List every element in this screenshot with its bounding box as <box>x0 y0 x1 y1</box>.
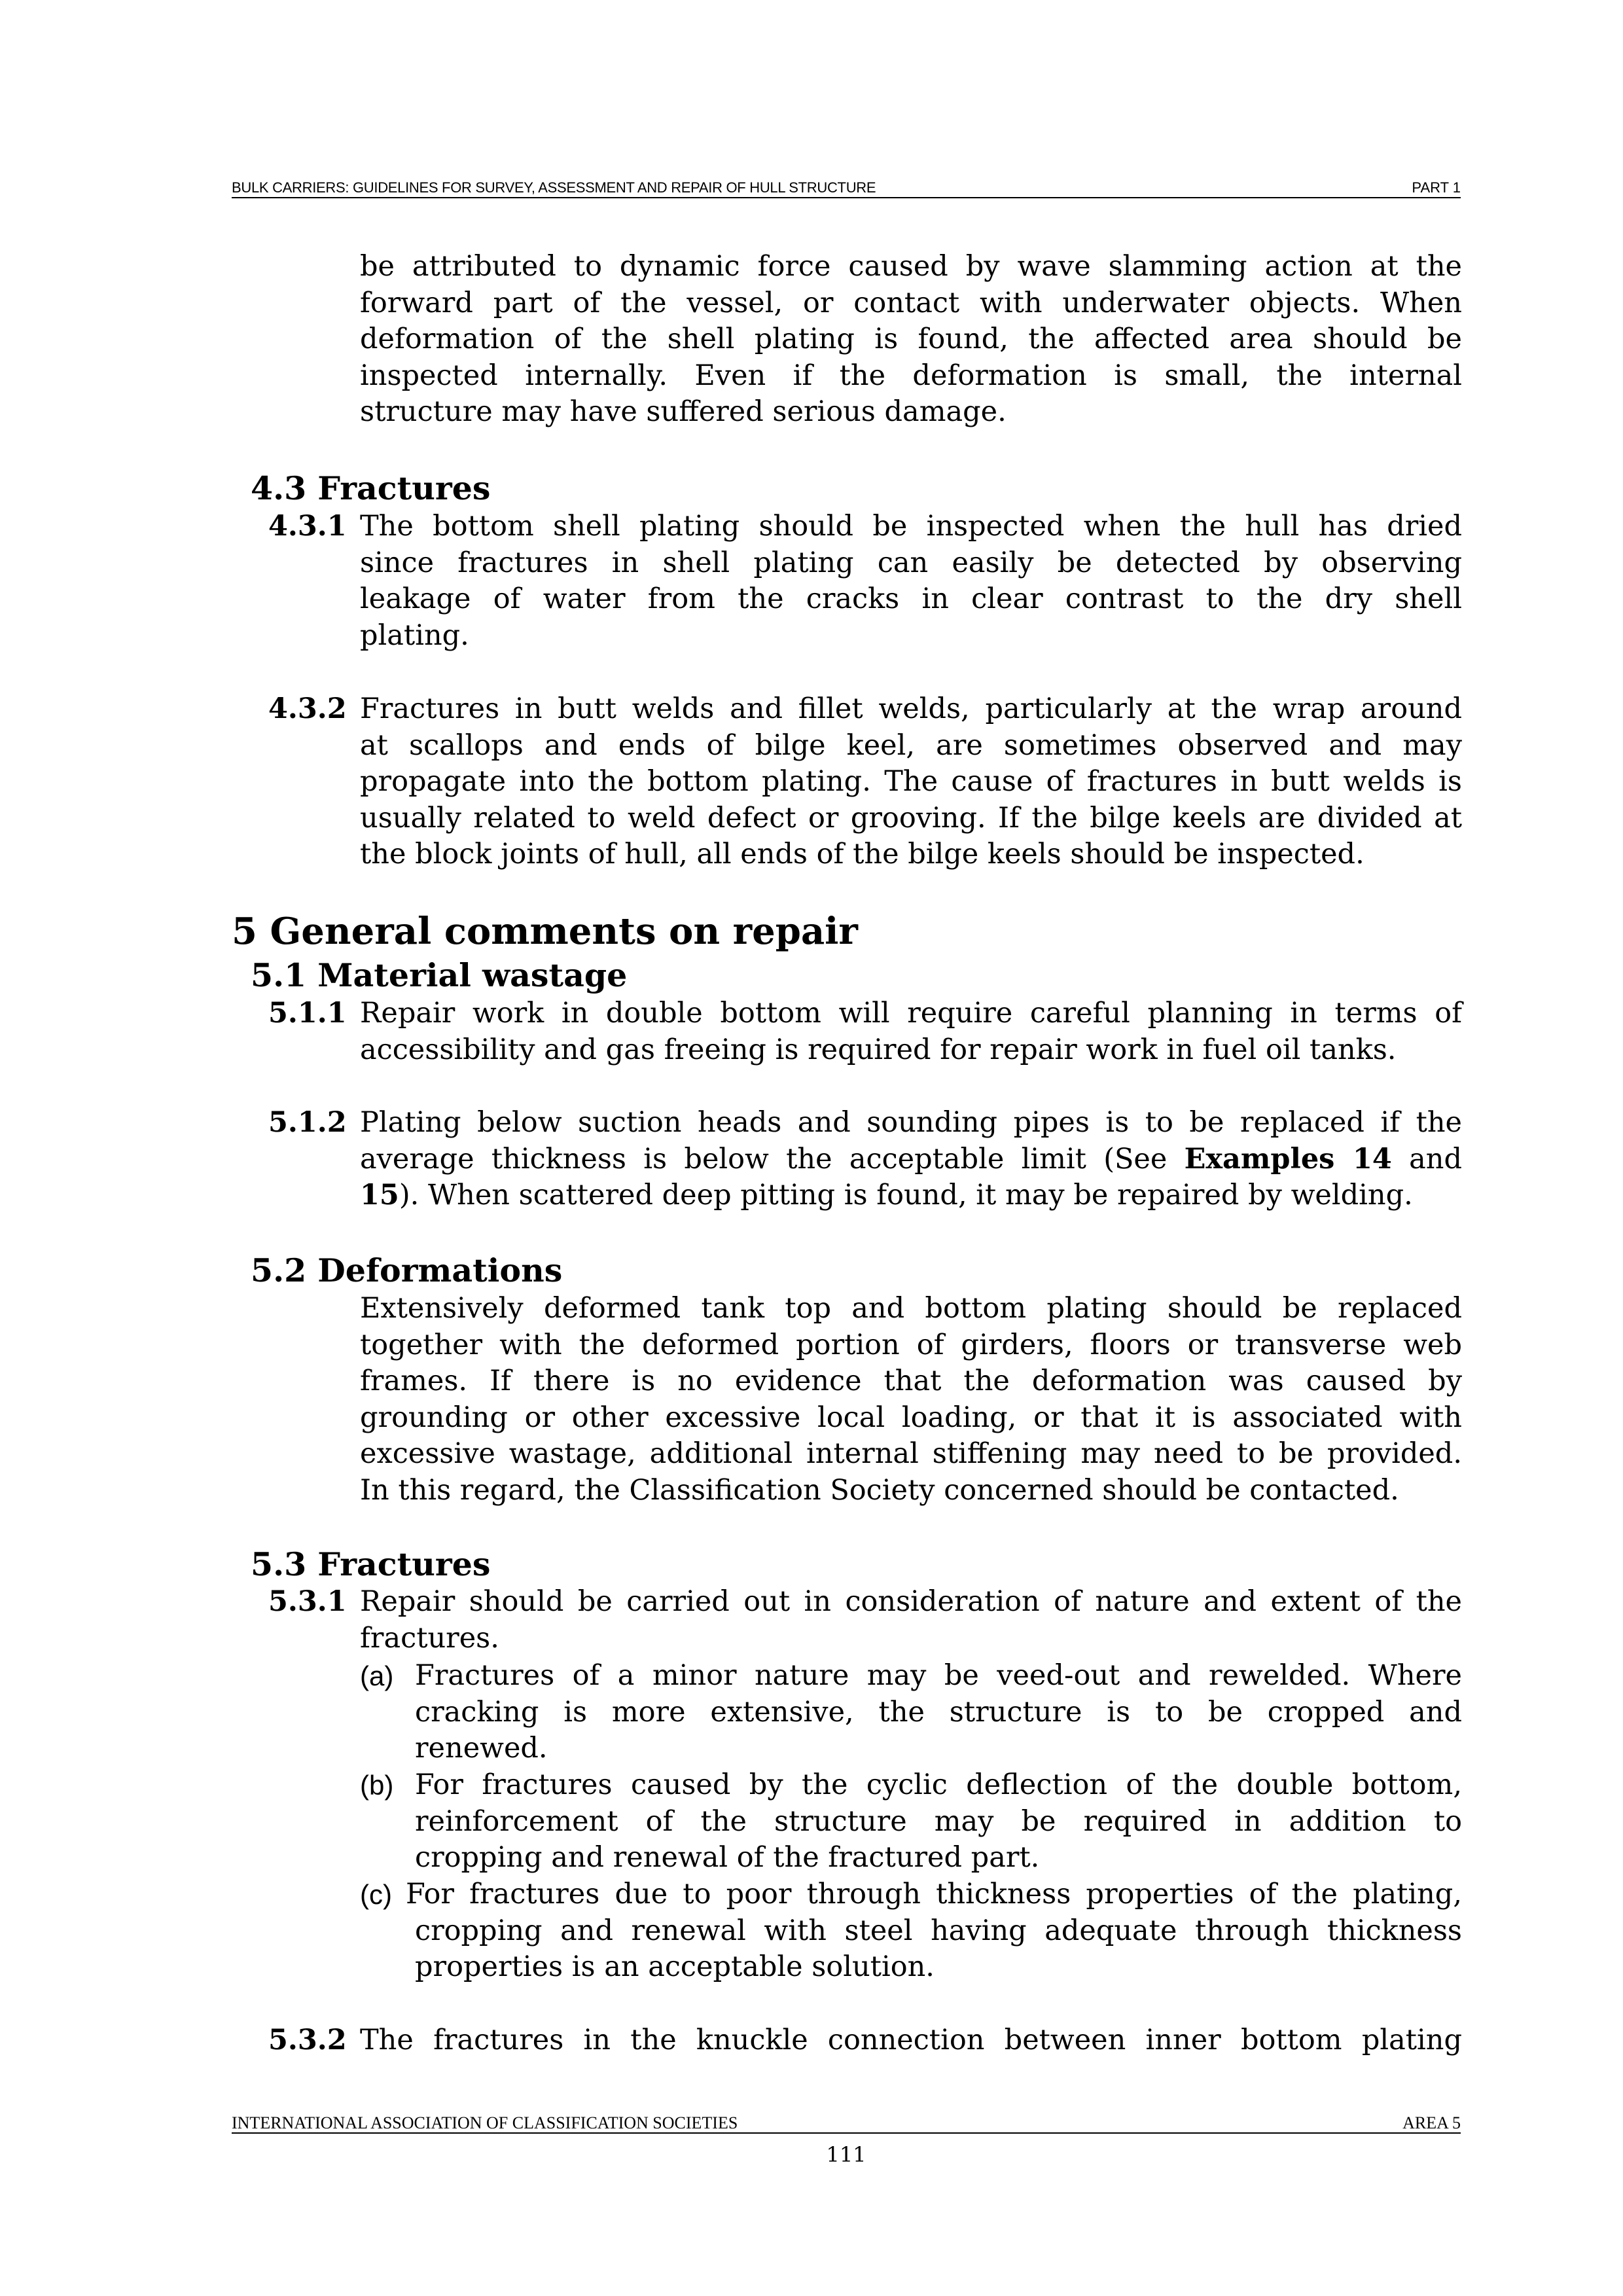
paragraph-line: In this regard, the Classification Society concerned should be contacted. <box>360 1473 1399 1507</box>
paragraph-line: The bottom shell plating should be inspected when the hull has dried <box>360 510 1462 543</box>
paragraph-number: 5.1.1 <box>268 997 347 1030</box>
paragraph-5-3-2 <box>268 2022 1462 2059</box>
list-item-label: (b) <box>360 1770 394 1801</box>
footer-organization: INTERNATIONAL ASSOCIATION OF CLASSIFICATION SOCIETIES <box>232 2113 738 2132</box>
paragraph-line: excessive wastage, additional internal stiffening may need to be provided. <box>360 1437 1462 1470</box>
paragraph-line <box>360 1177 1462 1214</box>
page-number: 111 <box>826 2142 866 2167</box>
footer-area-label: AREA 5 <box>1402 2113 1461 2132</box>
list-item-line: renewed. <box>415 1732 548 1765</box>
paragraph-5-3-1 <box>268 1584 1462 1657</box>
list-item-a <box>360 1658 1462 1767</box>
paragraph-4-3-1 <box>268 509 1462 654</box>
paragraph-line: leakage of water from the cracks in clear contrast to the dry shell <box>360 583 1462 615</box>
paragraph-line: The fractures in the knuckle connection between inner bottom plating <box>360 2024 1462 2056</box>
paragraph-line: together with the deformed portion of girders, floors or transverse web <box>360 1328 1462 1361</box>
paragraph-line <box>360 1141 1462 1178</box>
section-heading-5-2: 5.2 Deformations <box>251 1251 563 1289</box>
paragraph-line: inspected internally. Even if the deformation is small, the internal <box>360 359 1462 392</box>
list-item-line: cropping and renewal with steel having adequate through thickness <box>415 1914 1462 1947</box>
paragraph-number: 4.3.2 <box>268 692 347 725</box>
paragraph-number: 5.1.2 <box>268 1106 347 1139</box>
list-item-line: reinforcement of the structure may be required in addition to <box>415 1804 1462 1838</box>
paragraph-line: since fractures in shell plating can easily be detected by observing <box>360 546 1462 579</box>
text-run: ). When scattered deep pitting is found, it may be repaired by welding. <box>399 1179 1413 1211</box>
paragraph-line: propagate into the bottom plating. The cause of fractures in butt welds is <box>360 765 1462 798</box>
paragraph-5-1-1 <box>268 996 1462 1068</box>
paragraph-line: be attributed to dynamic force caused by wave slamming action at the <box>360 250 1462 283</box>
bold-reference: 15 <box>360 1179 399 1211</box>
list-item-b <box>360 1767 1462 1876</box>
list-item-c <box>360 1876 1462 1986</box>
paragraph-line: accessibility and gas freeing is required for repair work in fuel oil tanks. <box>360 1033 1397 1066</box>
paragraph-line: structure may have suffered serious damage. <box>360 395 1007 428</box>
paragraph-continuation <box>360 249 1462 431</box>
list-item-line: For fractures due to poor through thickness properties of the plating, <box>406 1878 1462 1910</box>
paragraph-line: deformation of the shell plating is found, the affected area should be <box>360 323 1462 355</box>
paragraph-line: usually related to weld defect or grooving. If the bilge keels are divided at <box>360 801 1462 834</box>
header-part-label: PART 1 <box>1412 179 1461 196</box>
paragraph-5-1-2 <box>268 1105 1462 1214</box>
paragraph-line: plating. <box>360 619 469 652</box>
text-run: and <box>1391 1142 1462 1175</box>
paragraph-line: at scallops and ends of bilge keel, are sometimes observed and may <box>360 728 1462 762</box>
paragraph-line: Repair work in double bottom will require careful planning in terms of <box>360 997 1462 1030</box>
bold-reference: Examples 14 <box>1184 1142 1392 1175</box>
list-item-label: (c) <box>360 1879 392 1910</box>
paragraph-line: Fractures in butt welds and fillet welds, particularly at the wrap around <box>360 692 1462 725</box>
paragraph-4-3-2 <box>268 691 1462 873</box>
paragraph-line: forward part of the vessel, or contact with underwater objects. When <box>360 286 1462 319</box>
paragraph-5-2 <box>360 1291 1462 1509</box>
text-run: average thickness is below the acceptable limit (See <box>360 1142 1185 1175</box>
list-item-line: Fractures of a minor nature may be veed-out and rewelded. Where <box>415 1659 1462 1692</box>
paragraph-line: fractures. <box>360 1621 499 1655</box>
list-item-line: cracking is more extensive, the structure is to be cropped and <box>415 1695 1462 1729</box>
list-item-label: (a) <box>360 1660 394 1691</box>
list-item-line: properties is an acceptable solution. <box>415 1950 935 1983</box>
section-heading-5-3: 5.3 Fractures <box>251 1545 491 1583</box>
paragraph-number: 5.3.1 <box>268 1585 347 1618</box>
paragraph-line: grounding or other excessive local loading, or that it is associated with <box>360 1401 1462 1434</box>
list-item-line: cropping and renewal of the fractured part. <box>415 1841 1040 1874</box>
section-heading-4-3: 4.3 Fractures <box>251 469 491 507</box>
header-title: BULK CARRIERS: GUIDELINES FOR SURVEY, ASSESSMENT AND REPAIR OF HULL STRUCTURE <box>232 179 876 196</box>
list-item-line: For fractures caused by the cyclic deflection of the double bottom, <box>415 1768 1462 1801</box>
section-heading-5-1: 5.1 Material wastage <box>251 956 628 994</box>
paragraph-number: 4.3.1 <box>268 510 347 543</box>
paragraph-line: Extensively deformed tank top and bottom plating should be replaced <box>360 1292 1462 1325</box>
paragraph-line: the block joints of hull, all ends of the bilge keels should be inspected. <box>360 838 1364 870</box>
running-footer <box>232 2114 1461 2134</box>
paragraph-number: 5.3.2 <box>268 2024 347 2056</box>
running-header <box>232 178 1461 198</box>
paragraph-line: Repair should be carried out in consideration of nature and extent of the <box>360 1585 1462 1618</box>
chapter-heading-5: 5 General comments on repair <box>232 910 858 953</box>
paragraph-line: Plating below suction heads and sounding pipes is to be replaced if the <box>360 1106 1462 1139</box>
paragraph-line: frames. If there is no evidence that the deformation was caused by <box>360 1365 1462 1397</box>
